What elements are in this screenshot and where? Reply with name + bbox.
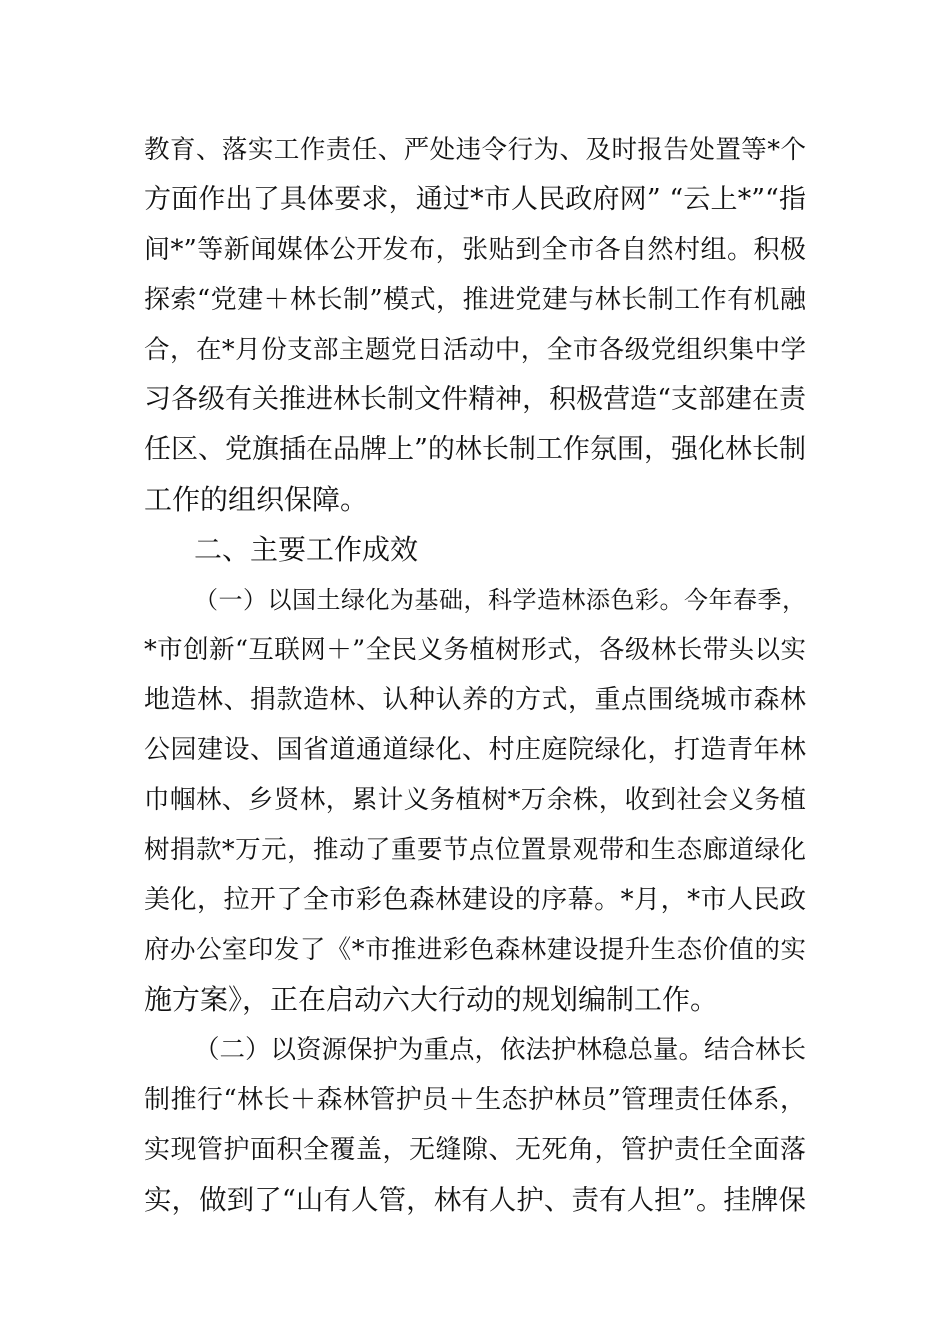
paragraph-line: 地造林、捐款造林、认种认养的方式，重点围绕城市森林 (144, 685, 806, 715)
paragraph-line: 实，做到了“山有人管，林有人护、责有人担”。挂牌保 (144, 1184, 806, 1216)
paragraph-line: 巾帼林、乡贤林，累计义务植树*万余株，收到社会义务植 (144, 785, 806, 815)
paragraph-line: 制推行“林长＋森林管护员＋生态护林员”管理责任体系， (144, 1085, 806, 1115)
paragraph-line: 树捐款*万元，推动了重要节点位置景观带和生态廊道绿化 (144, 835, 806, 865)
paragraph-line: 合，在*月份支部主题党日活动中，全市各级党组织集中学 (144, 335, 806, 365)
paragraph-line: 方面作出了具体要求，通过*市人民政府网” “云上*”“指 (144, 184, 806, 215)
paragraph-line: 工作的组织保障。 (144, 483, 369, 516)
paragraph-line: 教育、落实工作责任、严处违令行为、及时报告处置等*个 (144, 135, 806, 165)
paragraph-line: 习各级有关推进林长制文件精神，积极营造“支部建在责 (144, 384, 806, 415)
paragraph-line: 府办公室印发了《*市推进彩色森林建设提升生态价值的实 (144, 935, 806, 965)
paragraph-line: 实现管护面积全覆盖，无缝隙、无死角，管护责任全面落 (144, 1135, 806, 1165)
document-body (144, 0, 806, 1344)
paragraph-line: 施方案》，正在启动六大行动的规划编制工作。 (144, 983, 719, 1016)
paragraph-line: *市创新“互联网＋”全民义务植树形式，各级林长带头以实 (144, 635, 806, 665)
paragraph-line: 任区、党旗插在品牌上”的林长制工作氛围，强化林长制 (144, 434, 806, 465)
paragraph-line: 美化，拉开了全市彩色森林建设的序幕。*月，*市人民政 (144, 885, 806, 915)
paragraph-line: 间*”等新闻媒体公开发布，张贴到全市各自然村组。积极 (144, 235, 806, 265)
section-heading: 二、主要工作成效 (194, 533, 419, 566)
paragraph-line: （一）以国土绿化为基础，科学造林添色彩。今年春季， (194, 586, 806, 614)
paragraph-line: （二）以资源保护为重点，依法护林稳总量。结合林长 (194, 1035, 807, 1065)
paragraph-line: 公园建设、国省道通道绿化、村庄庭院绿化，打造青年林 (144, 735, 806, 765)
paragraph-line: 探索“党建＋林长制”模式，推进党建与林长制工作有机融 (144, 285, 806, 315)
